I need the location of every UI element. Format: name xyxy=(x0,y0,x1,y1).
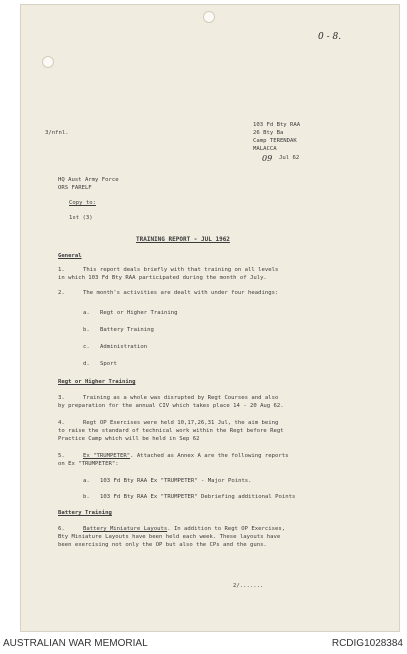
address-line: MALACCA xyxy=(253,146,277,152)
paragraph-number: 5. xyxy=(58,453,65,459)
punch-hole xyxy=(203,11,215,23)
paragraph-line: by preparation for the annual CIV which takes place 14 - 20 Aug 62. xyxy=(58,403,284,409)
footer-record-id: RCDIG1028384 xyxy=(331,638,403,649)
report-title: TRAINING REPORT - JUL 1962 xyxy=(136,236,230,243)
document-page xyxy=(20,4,400,632)
paragraph-line: Training as a whole was disrupted by Regt Courses and also xyxy=(83,395,279,401)
recipient-line: HQ Aust Army Force xyxy=(58,177,119,183)
continuation-marker: 2/....... xyxy=(233,583,264,589)
list-item-key: c. xyxy=(83,344,90,350)
paragraph-number: 1. xyxy=(58,267,65,273)
list-item: Administration xyxy=(100,344,148,350)
list-item: 103 Fd Bty RAA Ex "TRUMPETER" - Major Points. xyxy=(100,478,252,484)
paragraph-line: to raise the standard of technical work within the Regt before Regt xyxy=(58,428,284,434)
recipient-line: ORS FARELF xyxy=(58,185,92,191)
subheading: Battery Miniature Layouts xyxy=(83,526,168,532)
paragraph-text: . Attached as Annex A are the following reports xyxy=(130,453,289,459)
section-heading: Battery Training xyxy=(58,510,112,516)
paragraph-line: Regt OP Exercises were held 10,17,26,31 Jul, the aim being xyxy=(83,420,279,426)
paragraph-inline xyxy=(83,526,285,533)
paragraph-line: Practice Camp which will be held in Sep 62 xyxy=(58,436,200,442)
list-item-key: b. xyxy=(83,494,90,500)
list-item: 103 Fd Bty RAA Ex "TRUMPETER" Debriefing additional Points xyxy=(100,494,296,500)
list-item-key: a. xyxy=(83,478,90,484)
paragraph-number: 3. xyxy=(58,395,65,401)
paragraph-number: 4. xyxy=(58,420,65,426)
paragraph-line: The month's activities are dealt with under four headings: xyxy=(83,290,279,296)
paragraph-line: in which 103 Fd Bty RAA participated during the month of July. xyxy=(58,275,267,281)
paragraph-text: . In addition to Regt OP Exercises, xyxy=(167,526,286,532)
list-item-key: d. xyxy=(83,361,90,367)
paragraph-number: 6. xyxy=(58,526,65,532)
address-line: Camp TERENDAK xyxy=(253,138,297,144)
date-day-handwritten: 09 xyxy=(262,154,273,163)
copy-to-value: 1st (3) xyxy=(69,215,93,221)
copy-to-label: Copy to: xyxy=(69,200,96,206)
paragraph-inline xyxy=(83,453,288,460)
file-reference: 3/nfnl. xyxy=(45,130,69,136)
section-heading: Regt or Higher Training xyxy=(58,379,136,385)
footer-source: AUSTRALIAN WAR MEMORIAL xyxy=(3,638,148,649)
list-item: Battery Training xyxy=(100,327,154,333)
list-item: Sport xyxy=(100,361,117,367)
footer-bar xyxy=(0,633,407,654)
punch-hole xyxy=(42,56,54,68)
list-item: Regt or Higher Training xyxy=(100,310,178,316)
exercise-name: Ex "TRUMPETER" xyxy=(83,453,131,459)
section-heading: General xyxy=(58,253,82,259)
paragraph-line: Bty Miniature Layouts have been held each week. These layouts have xyxy=(58,534,281,540)
date: Jul 62 xyxy=(279,155,300,161)
page-number: 0 - 8. xyxy=(318,32,342,42)
list-item-key: a. xyxy=(83,310,90,316)
address-line: 26 Bty Ba xyxy=(253,130,284,136)
paragraph-line: This report deals briefly with that training on all levels xyxy=(83,267,279,273)
paragraph-line: on Ex "TRUMPETER": xyxy=(58,461,119,467)
paragraph-line: been exercising not only the OP but also the CPs and the guns. xyxy=(58,542,267,548)
list-item-key: b. xyxy=(83,327,90,333)
paragraph-number: 2. xyxy=(58,290,65,296)
address-line: 103 Fd Bty RAA xyxy=(253,122,301,128)
